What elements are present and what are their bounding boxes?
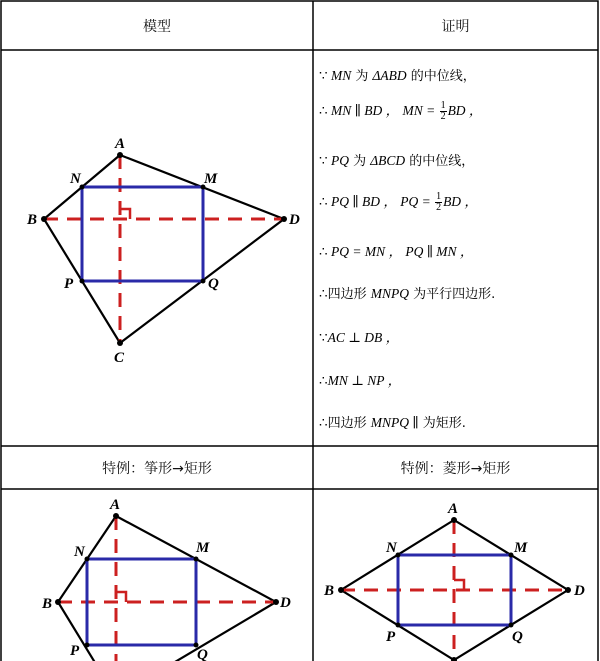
label-Q: Q <box>512 629 523 645</box>
label-M: M <box>204 171 218 187</box>
label-D: D <box>280 595 291 611</box>
label-B: B <box>324 583 335 599</box>
proof-line-1: ∵ MN 为 ΔABD 的中位线， <box>319 68 476 84</box>
header-special-rhombus: 特例：菱形→矩形 <box>400 460 511 477</box>
header-special-kite: 特例：筝形→矩形 <box>102 460 212 477</box>
rhombus-figure <box>313 489 598 661</box>
fraction-half: $\frac{1}{2}$ <box>440 100 446 123</box>
proof-line-9: ∴四边形 MNPQ ∥ 为矩形. <box>319 415 466 431</box>
label-P: P <box>386 629 396 645</box>
label-C: C <box>114 350 125 366</box>
label-M: M <box>196 540 210 556</box>
proof-line-4: ∴ PQ ∥ BD ， PQ = $\frac{1}{2}$ BD ， <box>319 191 478 214</box>
label-B: B <box>27 212 38 228</box>
fraction-half: $\frac{1}{2}$ <box>436 191 442 214</box>
proof-line-2: ∴ MN ∥ BD ， MN = $\frac{1}{2}$ BD ， <box>319 100 483 123</box>
label-B: B <box>42 596 53 612</box>
model-figure <box>0 0 313 446</box>
proof-text <box>319 55 597 443</box>
kite-diagonals <box>58 516 276 661</box>
proof-line-5: ∴ PQ = MN ， PQ ∥ MN ， <box>319 244 474 259</box>
label-A: A <box>448 501 459 517</box>
proof-line-8: ∴MN ⊥ NP ， <box>319 373 402 388</box>
label-A: A <box>110 497 121 513</box>
label-P: P <box>64 276 74 292</box>
label-D: D <box>574 583 585 599</box>
label-Q: Q <box>197 647 208 661</box>
proof-line-7: ∵AC ⊥ DB ， <box>319 330 400 345</box>
rhombus-diagonals <box>341 520 568 661</box>
model-rectangle <box>82 187 203 281</box>
header-model: 模型 <box>143 18 171 35</box>
kite-points <box>55 513 279 648</box>
label-Q: Q <box>208 276 219 292</box>
label-M: M <box>514 540 528 556</box>
kite-quadrilateral <box>58 516 276 661</box>
proof-line-3: ∵ PQ 为 ΔBCD 的中位线， <box>319 153 475 169</box>
label-P: P <box>70 643 80 659</box>
label-N: N <box>70 171 81 187</box>
label-A: A <box>115 136 126 152</box>
label-D: D <box>289 212 300 228</box>
kite-figure <box>0 489 313 661</box>
label-N: N <box>74 544 85 560</box>
proof-line-6: ∴四边形 MNPQ 为平行四边形. <box>319 286 496 302</box>
header-proof: 证明 <box>441 18 470 35</box>
label-N: N <box>386 540 397 556</box>
